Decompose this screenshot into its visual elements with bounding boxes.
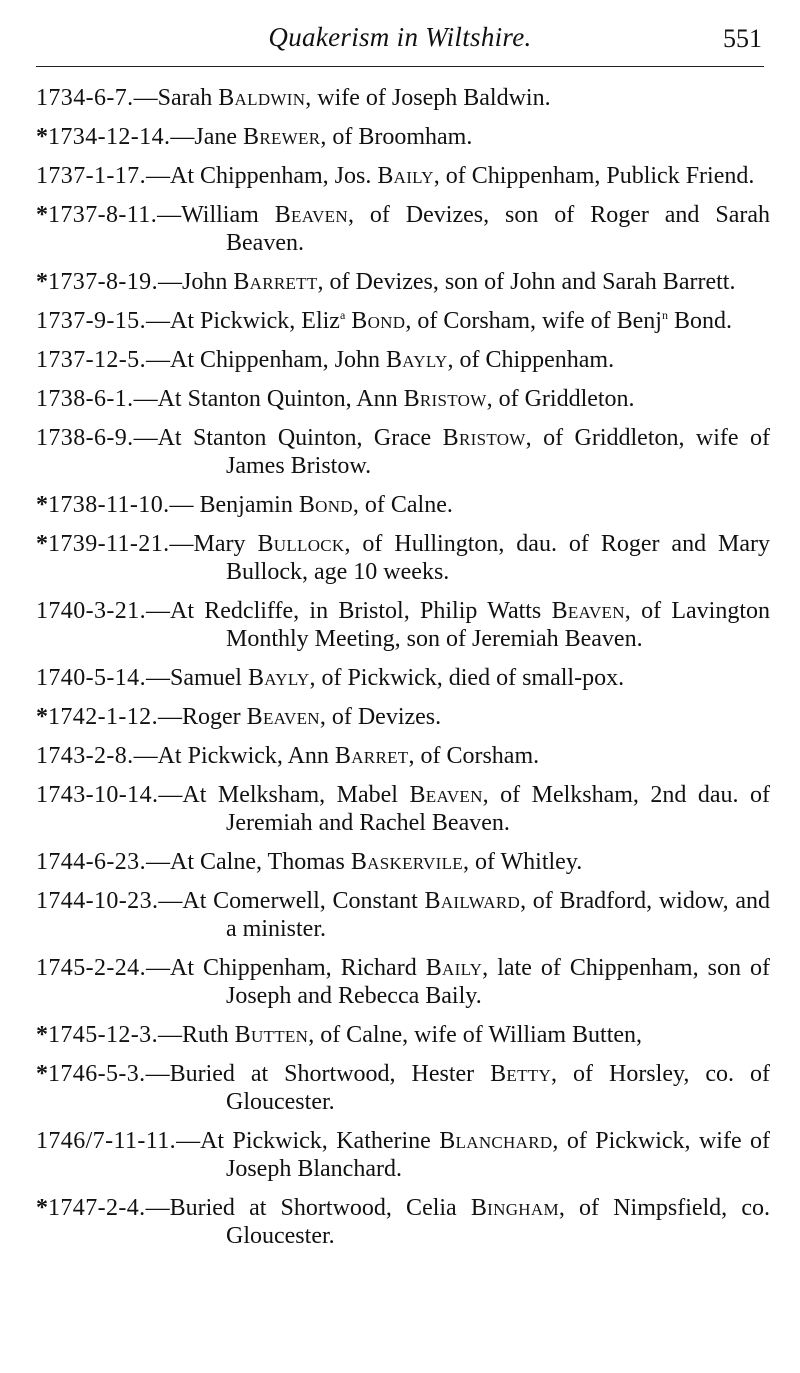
entry-date: 1743-2-8. [36, 743, 134, 769]
entry-text-after-name: , of Griddleton. [486, 386, 635, 412]
entry-text-after-name: , of Bradford, widow, and a minister. [226, 888, 770, 942]
entry-dash: — [169, 492, 200, 518]
entry-star-marker: * [36, 202, 48, 228]
entry-text-before-name: At Chippenham, Jos. [169, 163, 378, 189]
entry-dash: — [133, 425, 158, 451]
burial-entry [36, 346, 770, 374]
entry-star-marker: * [36, 1022, 48, 1048]
burial-entry [36, 123, 770, 151]
burial-entry [36, 848, 770, 876]
entry-text-after-name: , of Chippenham, Publick Friend. [433, 163, 755, 189]
burial-entry [36, 742, 770, 770]
entry-surname: Beaven [551, 598, 625, 624]
entry-surname: Blanchard [439, 1128, 553, 1154]
entry-dash: — [133, 85, 158, 111]
burial-entry [36, 491, 770, 519]
entry-text-before-name: At Melksham, Mabel [182, 782, 410, 808]
entry-surname: Bayly [247, 665, 310, 691]
burial-entry [36, 162, 770, 190]
entry-date: 1738-6-9. [36, 425, 134, 451]
entry-text-after-name: , of Devizes, son of Roger and Sarah Beaven. [226, 202, 771, 256]
entry-dash: — [145, 598, 170, 624]
entry-text-before-name: At Calne, Thomas [169, 849, 351, 875]
entry-dash: — [170, 124, 195, 150]
entry-text-after-name: , of Corsham. [408, 743, 540, 769]
burial-entry [36, 1194, 770, 1250]
header-rule [36, 66, 764, 67]
entry-text-after-name: , of Hullington, dau. of Roger and Mary Bullock, age 10 weeks. [226, 531, 771, 585]
entry-text-before-name: At Pickwick, Katherine [200, 1128, 440, 1154]
entry-date: 1734-12-14. [48, 124, 171, 150]
burial-entry [36, 597, 770, 653]
burial-entry [36, 307, 770, 335]
entry-text-before-name: Mary [193, 531, 258, 557]
entry-text-before-name: At Pickwick, Ann [157, 743, 335, 769]
entry-star-marker: * [36, 704, 48, 730]
entry-dash: — [145, 1061, 170, 1087]
entry-text-after-name: , of Whitley. [462, 849, 583, 875]
entry-text-after-name: , of Devizes, son of John and Sarah Barrett. [317, 269, 736, 295]
entry-text-before-name: At Pickwick, Eliz [169, 308, 340, 334]
entry-surname: Bullock [257, 531, 345, 557]
entry-text-before-name: Buried at Shortwood, Hester [169, 1061, 491, 1087]
entry-text-after-name: , of Calne. [352, 492, 453, 518]
entry-text-before-name: Roger [181, 704, 247, 730]
entry-date: 1734-6-7. [36, 85, 134, 111]
entry-text-after-name: , of Horsley, co. of Gloucester. [226, 1061, 770, 1115]
entry-text-after-name: , of Pickwick, died of small-pox. [309, 665, 625, 691]
entry-surname: Beaven [409, 782, 483, 808]
entry-date: 1746/7-11-11. [36, 1128, 177, 1154]
entry-date: 1747-2-4. [48, 1195, 146, 1221]
burial-entry [36, 1060, 770, 1116]
running-title: Quakerism in Wiltshire. [268, 22, 532, 52]
entry-text-before-name: John [181, 269, 234, 295]
entry-text-before-name: At Stanton Quinton, Ann [157, 386, 404, 412]
burial-entry [36, 201, 770, 257]
page-header [36, 14, 764, 58]
entry-surname: Baskervile [350, 849, 463, 875]
entry-surname: Bristow [442, 425, 526, 451]
entry-surname: Bond [351, 308, 406, 334]
entry-text-before-name: Buried at Shortwood, Celia [169, 1195, 471, 1221]
entry-date: 1737-1-17. [36, 163, 146, 189]
entry-surname: Barret [334, 743, 409, 769]
entry-text-before-name: Jane [194, 124, 244, 150]
entry-text-before-name: At Comerwell, Constant [182, 888, 425, 914]
entry-text-after-name: Bond. [667, 308, 732, 334]
entry-dash: — [133, 386, 158, 412]
entry-text-after-name: , late of Chippenham, son of Joseph and Rebecca Baily. [226, 955, 770, 1009]
entry-dash: — [145, 1195, 170, 1221]
entry-text-after-name: , of Chippenham. [447, 347, 615, 373]
entry-date: 1738-6-1. [36, 386, 134, 412]
entry-star-marker: * [36, 492, 48, 518]
entry-surname: Barrett [233, 269, 318, 295]
entry-dash: — [157, 269, 182, 295]
entry-text-before-name: At Redcliffe, in Bristol, Philip Watts [169, 598, 552, 624]
entry-date: 1744-10-23. [36, 888, 159, 914]
entry-text-before-name: At Chippenham, John [169, 347, 386, 373]
entry-surname: Baily [425, 955, 483, 981]
entry-surname: Brewer [243, 124, 321, 150]
entry-dash: — [145, 665, 170, 691]
burial-entry [36, 1021, 770, 1049]
entry-date: 1745-2-24. [36, 955, 146, 981]
burial-entry [36, 268, 770, 296]
entry-text-before-name: At Chippenham, Richard [169, 955, 426, 981]
entry-surname: Betty [490, 1061, 552, 1087]
entry-dash: — [158, 782, 183, 808]
entry-date: 1738-11-10. [48, 492, 170, 518]
entry-dash: — [145, 163, 170, 189]
entry-superscript: a [339, 308, 346, 322]
entry-text-after-name: , of Nimpsfield, co. Gloucester. [226, 1195, 770, 1249]
entry-text-after-name: , of Griddleton, wife of James Bristow. [226, 425, 770, 479]
entry-date: 1742-1-12. [48, 704, 158, 730]
entry-text-before-name: Sarah [157, 85, 219, 111]
entry-star-marker: * [36, 531, 48, 557]
entry-date: 1743-10-14. [36, 782, 159, 808]
entry-text-after-name: , of Lavington Monthly Meeting, son of Jeremiah Beaven. [226, 598, 770, 652]
burial-entry [36, 84, 770, 112]
entry-surname: Baily [377, 163, 434, 189]
entry-surname: Bond [298, 492, 353, 518]
page-number: 551 [723, 24, 762, 53]
entry-dash: — [157, 1022, 182, 1048]
entry-text-after-name: , of Corsham, wife of Benj [405, 308, 662, 334]
entry-surname: Beaven [274, 202, 348, 228]
entry-text-before-name: At Stanton Quinton, Grace [157, 425, 443, 451]
entry-text-after-name: , of Calne, wife of William Butten, [308, 1022, 643, 1048]
burial-entries-list [36, 84, 770, 1261]
entry-star-marker: * [36, 1195, 48, 1221]
entry-date: 1737-8-11. [48, 202, 158, 228]
burial-entry [36, 887, 770, 943]
entry-text-after-name: , wife of Joseph Baldwin. [305, 85, 551, 111]
entry-date: 1740-5-14. [36, 665, 146, 691]
entry-star-marker: * [36, 269, 48, 295]
entry-text-before-name: Samuel [169, 665, 248, 691]
burial-entry [36, 954, 770, 1010]
entry-surname: Butten [234, 1022, 309, 1048]
burial-entry [36, 1127, 770, 1183]
entry-dash: — [145, 347, 170, 373]
entry-surname: Bailward [424, 888, 521, 914]
entry-dash: — [145, 308, 170, 334]
entry-dash: — [157, 202, 182, 228]
burial-entry [36, 703, 770, 731]
entry-dash: — [145, 955, 170, 981]
entry-date: 1737-9-15. [36, 308, 146, 334]
entry-date: 1737-8-19. [48, 269, 158, 295]
entry-text-after-name: , of Pickwick, wife of Joseph Blanchard. [226, 1128, 770, 1182]
entry-surname: Bingham [470, 1195, 559, 1221]
entry-surname: Bristow [403, 386, 487, 412]
entry-text-before-name: Ruth [181, 1022, 235, 1048]
entry-dash: — [158, 888, 183, 914]
entry-text-before-name: Benjamin [199, 492, 299, 518]
burial-entry [36, 530, 770, 586]
entry-date: 1740-3-21. [36, 598, 146, 624]
entry-surname: Baldwin [218, 85, 306, 111]
entry-date: 1744-6-23. [36, 849, 146, 875]
entry-dash: — [133, 743, 158, 769]
burial-entry [36, 424, 770, 480]
entry-date: 1746-5-3. [48, 1061, 146, 1087]
entry-surname: Bayly [385, 347, 448, 373]
entry-star-marker: * [36, 1061, 48, 1087]
entry-superscript: n [661, 308, 668, 322]
entry-date: 1737-12-5. [36, 347, 146, 373]
entry-dash: — [169, 531, 194, 557]
entry-dash: — [157, 704, 182, 730]
entry-text-after-name: , of Broomham. [320, 124, 473, 150]
entry-date: 1739-11-21. [48, 531, 170, 557]
entry-text-before-name: William [181, 202, 275, 228]
burial-entry [36, 385, 770, 413]
entry-date: 1745-12-3. [48, 1022, 158, 1048]
entry-dash: — [145, 849, 170, 875]
entry-text-after-name: , of Melksham, 2nd dau. of Jeremiah and Rachel Beaven. [226, 782, 770, 836]
entry-star-marker: * [36, 124, 48, 150]
entry-text-after-name: , of Devizes. [319, 704, 442, 730]
entry-dash: — [176, 1128, 201, 1154]
entry-surname: Beaven [246, 704, 320, 730]
burial-entry [36, 781, 770, 837]
burial-entry [36, 664, 770, 692]
